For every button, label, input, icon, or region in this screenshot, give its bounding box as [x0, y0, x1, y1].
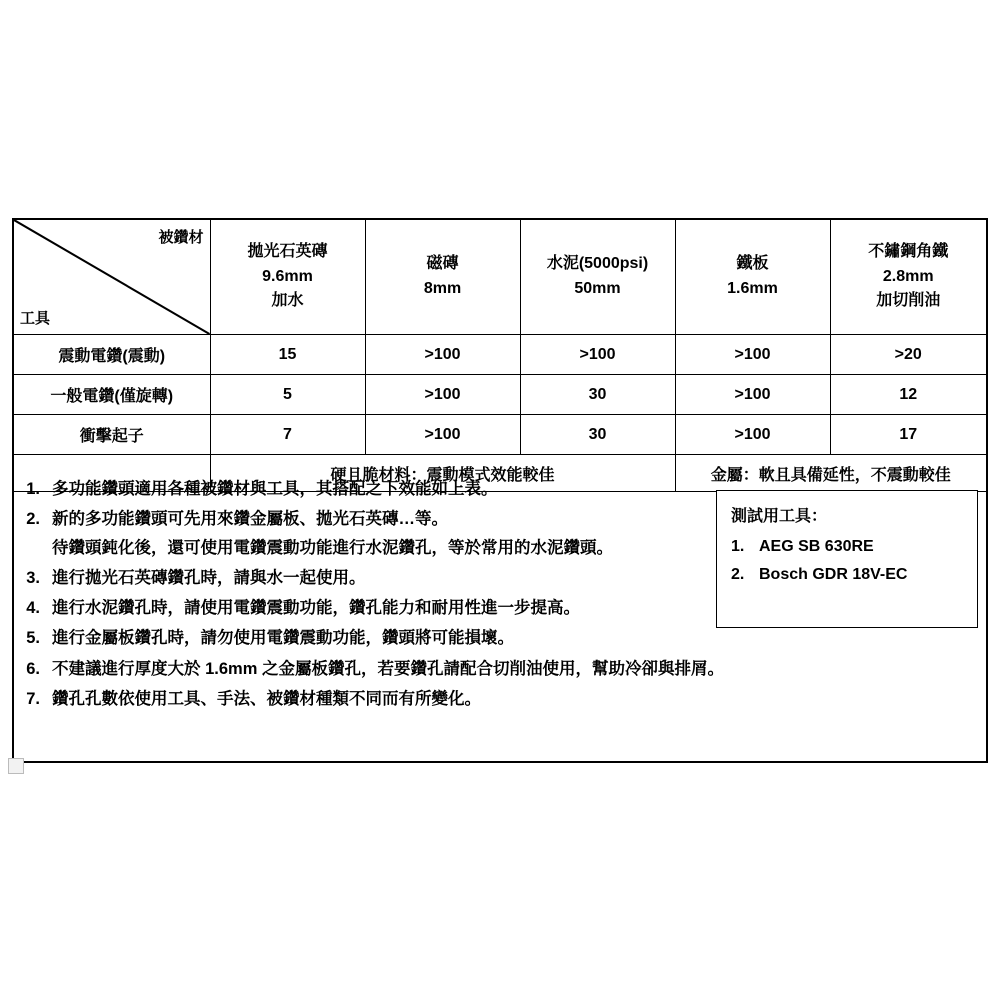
- test-tool-name-2: Bosch GDR 18V-EC: [759, 566, 908, 583]
- note-number-6: 6.: [26, 659, 40, 678]
- column-header-2-line2: 50mm: [574, 280, 621, 297]
- cell-0-1: >100: [365, 335, 520, 375]
- table-row: [14, 335, 986, 375]
- note-text-2-main: 新的多功能鑽頭可先用來鑽金屬板、拋光石英磚…等。: [52, 510, 448, 529]
- note-text-6: 不建議進行厚度大於 1.6mm 之金屬板鑽孔，若要鑽孔請配合切削油使用，幫助冷卻與排屑。: [52, 659, 724, 678]
- footnote-right: 金屬：軟且具備延性，不震動較佳: [675, 455, 986, 492]
- row-label-0: 震動電鑽(震動): [14, 335, 210, 375]
- test-tool-number-2: 2.: [731, 566, 745, 583]
- cell-1-0: 5: [210, 375, 365, 415]
- cell-0-4: >20: [830, 335, 986, 375]
- note-number-7: 7.: [26, 689, 40, 708]
- cell-1-4: 12: [830, 375, 986, 415]
- table-row: [14, 375, 986, 415]
- cell-0-0: 15: [210, 335, 365, 375]
- column-header-1-line2: 8mm: [423, 280, 462, 297]
- column-header-0-line3: 加水: [271, 292, 304, 310]
- cell-1-3: >100: [675, 375, 830, 415]
- column-header-0-line1: 拋光石英磚: [247, 242, 328, 260]
- test-tool-name-1: AEG SB 630RE: [759, 538, 874, 555]
- column-header-3-line2: 1.6mm: [727, 280, 778, 297]
- cell-1-1: >100: [365, 375, 520, 415]
- cell-2-1: >100: [365, 415, 520, 455]
- footnote-left: 硬且脆材料：震動模式效能較佳: [210, 455, 675, 492]
- note-number-2: 2.: [26, 510, 40, 529]
- list-item: [18, 688, 978, 710]
- cell-2-0: 7: [210, 415, 365, 455]
- table-corner-cell: [14, 220, 210, 335]
- corner-tool-label: 工具: [20, 310, 51, 327]
- note-number-5: 5.: [26, 629, 40, 648]
- corner-marker: [8, 758, 24, 774]
- test-tools-box: [716, 490, 978, 628]
- note-text-5: 進行金屬板鑽孔時，請勿使用電鑽震動功能，鑽頭將可能損壞。: [52, 629, 514, 648]
- cell-2-3: >100: [675, 415, 830, 455]
- note-text-3: 進行拋光石英磚鑽孔時，請與水一起使用。: [52, 568, 366, 587]
- column-header-3: [675, 220, 830, 335]
- column-header-1: [365, 220, 520, 335]
- test-tools-title: 測試用工具：: [731, 508, 828, 525]
- note-text-4: 進行水泥鑽孔時，請使用電鑽震動功能，鑽孔能力和耐用性進一步提高。: [52, 599, 580, 618]
- column-header-1-line1: 磁磚: [426, 255, 459, 273]
- column-header-4-line3: 加切削油: [876, 292, 941, 310]
- note-text-7: 鑽孔孔數依使用工具、手法、被鑽材種類不同而有所變化。: [52, 689, 481, 708]
- cell-1-2: 30: [520, 375, 675, 415]
- column-header-4-line1: 不鏽鋼角鐵: [868, 242, 949, 260]
- table-header-row: [14, 220, 986, 335]
- note-number-3: 3.: [26, 568, 40, 587]
- note-number-4: 4.: [26, 599, 40, 618]
- column-header-0: [210, 220, 365, 335]
- performance-table: [14, 220, 986, 492]
- test-tool-number-1: 1.: [731, 538, 745, 555]
- column-header-0-line2: 9.6mm: [262, 267, 313, 285]
- column-header-4: [830, 220, 986, 335]
- note-number-1: 1.: [26, 480, 40, 498]
- column-header-3-line1: 鐵板: [736, 255, 769, 273]
- cell-0-3: >100: [675, 335, 830, 375]
- column-header-2-line1: 水泥(5000psi): [546, 255, 649, 273]
- table-row: [14, 415, 986, 455]
- row-label-1: 一般電鑽(僅旋轉): [14, 375, 210, 415]
- row-label-2: 衝擊起子: [14, 415, 210, 455]
- column-header-4-line2: 2.8mm: [882, 267, 934, 285]
- cell-0-2: >100: [520, 335, 675, 375]
- note-text-1: 多功能鑽頭適用各種被鑽材與工具，其搭配之下效能如上表。: [52, 480, 498, 498]
- column-header-2: [520, 220, 675, 335]
- list-item: [18, 658, 978, 680]
- cell-2-2: 30: [520, 415, 675, 455]
- content-frame: [12, 218, 988, 763]
- test-tool-item: [731, 566, 967, 584]
- note-text-2-sub: 待鑽頭鈍化後，還可使用電鑽震動功能進行水泥鑽孔，等於常用的水泥鑽頭。: [52, 538, 613, 557]
- list-item: [18, 627, 978, 649]
- test-tool-item: [731, 538, 967, 556]
- corner-material-label: 被鑽材: [158, 229, 204, 246]
- cell-2-4: 17: [830, 415, 986, 455]
